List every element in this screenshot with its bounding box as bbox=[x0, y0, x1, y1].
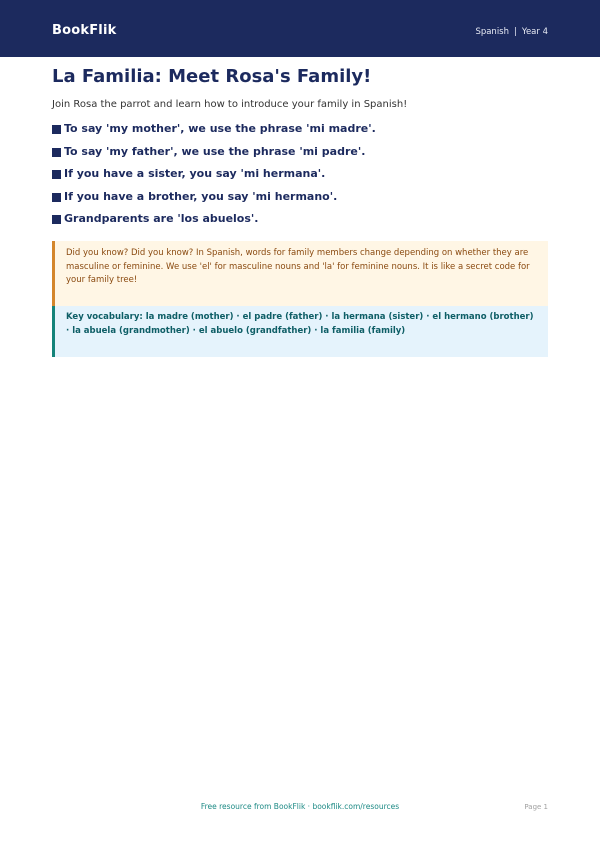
square-bullet-icon bbox=[52, 148, 61, 157]
page-number: Page 1 bbox=[524, 803, 548, 811]
square-bullet-icon bbox=[52, 215, 61, 224]
list-item-text: Grandparents are 'los abuelos'. bbox=[64, 212, 259, 225]
square-bullet-icon bbox=[52, 193, 61, 202]
brand-logo[interactable]: BookFlik bbox=[52, 23, 117, 38]
list-item-text: To say 'my mother', we use the phrase 'mi madre'. bbox=[64, 122, 376, 135]
list-item-text: If you have a sister, you say 'mi hermana'. bbox=[64, 167, 326, 180]
meta-separator: | bbox=[514, 27, 517, 37]
square-bullet-icon bbox=[52, 170, 61, 179]
square-bullet-icon bbox=[52, 125, 61, 134]
list-item bbox=[52, 145, 376, 168]
year-label: Year 4 bbox=[521, 27, 548, 37]
intro-text: Join Rosa the parrot and learn how to introduce your family in Spanish! bbox=[52, 99, 408, 110]
bullet-list bbox=[52, 122, 376, 235]
list-item bbox=[52, 122, 376, 145]
list-item-text: If you have a brother, you say 'mi hermano'. bbox=[64, 189, 338, 203]
header-meta bbox=[475, 27, 548, 37]
list-item bbox=[52, 212, 376, 235]
footer-credit-link[interactable]: Free resource from BookFlik · bookflik.com/resources bbox=[200, 802, 400, 811]
subject-label: Spanish bbox=[475, 27, 510, 37]
list-item bbox=[52, 167, 376, 190]
list-item bbox=[52, 190, 376, 213]
header-bar bbox=[0, 0, 600, 57]
key-vocabulary-callout: Key vocabulary: la madre (mother) · el padre (father) · la hermana (sister) · el hermano (brother) · la abuela (grandmother) · el abuelo (grandfather) · la familia (family) bbox=[52, 306, 548, 357]
page-title: La Familia: Meet Rosa's Family! bbox=[52, 66, 372, 87]
list-item-text: To say 'my father', we use the phrase 'mi padre'. bbox=[64, 144, 366, 158]
did-you-know-callout: Did you know? Did you know? In Spanish, words for family members change depending on whether they are masculine or feminine. We use 'el' for masculine nouns and 'la' for feminine nouns. It is like a secret code for your family tree! bbox=[52, 241, 548, 306]
